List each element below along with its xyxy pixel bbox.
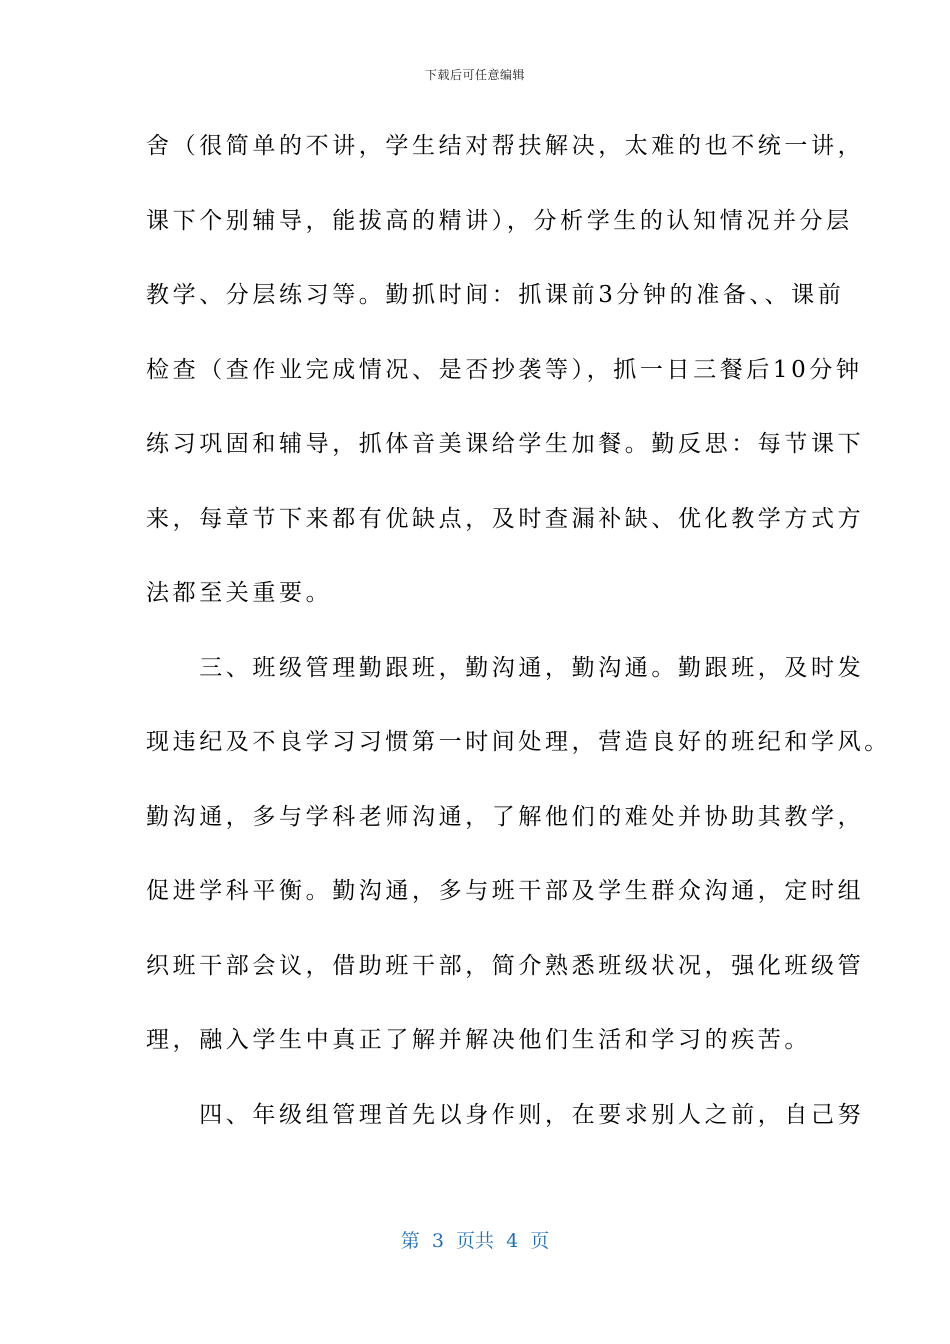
text-line-9: 现违纪及不良学习习惯第一时间处理，营造良好的班纪和学风。	[146, 729, 891, 755]
text-line-4: 检查（查作业完成情况、是否抄袭等），抓一日三餐后10分钟	[146, 356, 863, 383]
text-line-1: 舍（很简单的不讲，学生结对帮扶解决，太难的也不统一讲，	[146, 133, 865, 159]
text-line-8: 三、班级管理勤跟班，勤沟通，勤沟通。勤跟班，及时发	[146, 654, 865, 681]
page-number-footer: 第 3 页共 4 页	[400, 1230, 550, 1252]
text-line-2: 课下个别辅导，能拔高的精讲），分析学生的认知情况并分层	[146, 207, 853, 234]
text-line-11: 促进学科平衡。勤沟通，多与班干部及学生群众沟通，定时组	[146, 878, 865, 904]
text-line-13: 理，融入学生中真正了解并解决他们生活和学习的疾苦。	[146, 1027, 811, 1053]
text-line-14: 四、年级组管理首先以身作则，在要求别人之前，自己努	[146, 1101, 865, 1128]
document-body	[146, 130, 891, 1173]
text-line-5: 练习巩固和辅导，抓体音美课给学生加餐。勤反思：每节课下	[146, 431, 865, 457]
page-header: 下载后可任意编辑	[424, 68, 525, 82]
text-line-6: 来，每章节下来都有优缺点，及时查漏补缺、优化教学方式方	[146, 505, 865, 532]
text-line-7: 法都至关重要。	[146, 580, 333, 606]
text-line-12: 织班干部会议，借助班干部，简介熟悉班级状况，强化班级管	[146, 952, 865, 979]
text-line-3: 教学、分层练习等。勤抓时间：抓课前3分钟的准备、、课前	[146, 282, 845, 308]
text-line-10: 勤沟通，多与学科老师沟通，了解他们的难处并协助其教学，	[146, 803, 865, 830]
